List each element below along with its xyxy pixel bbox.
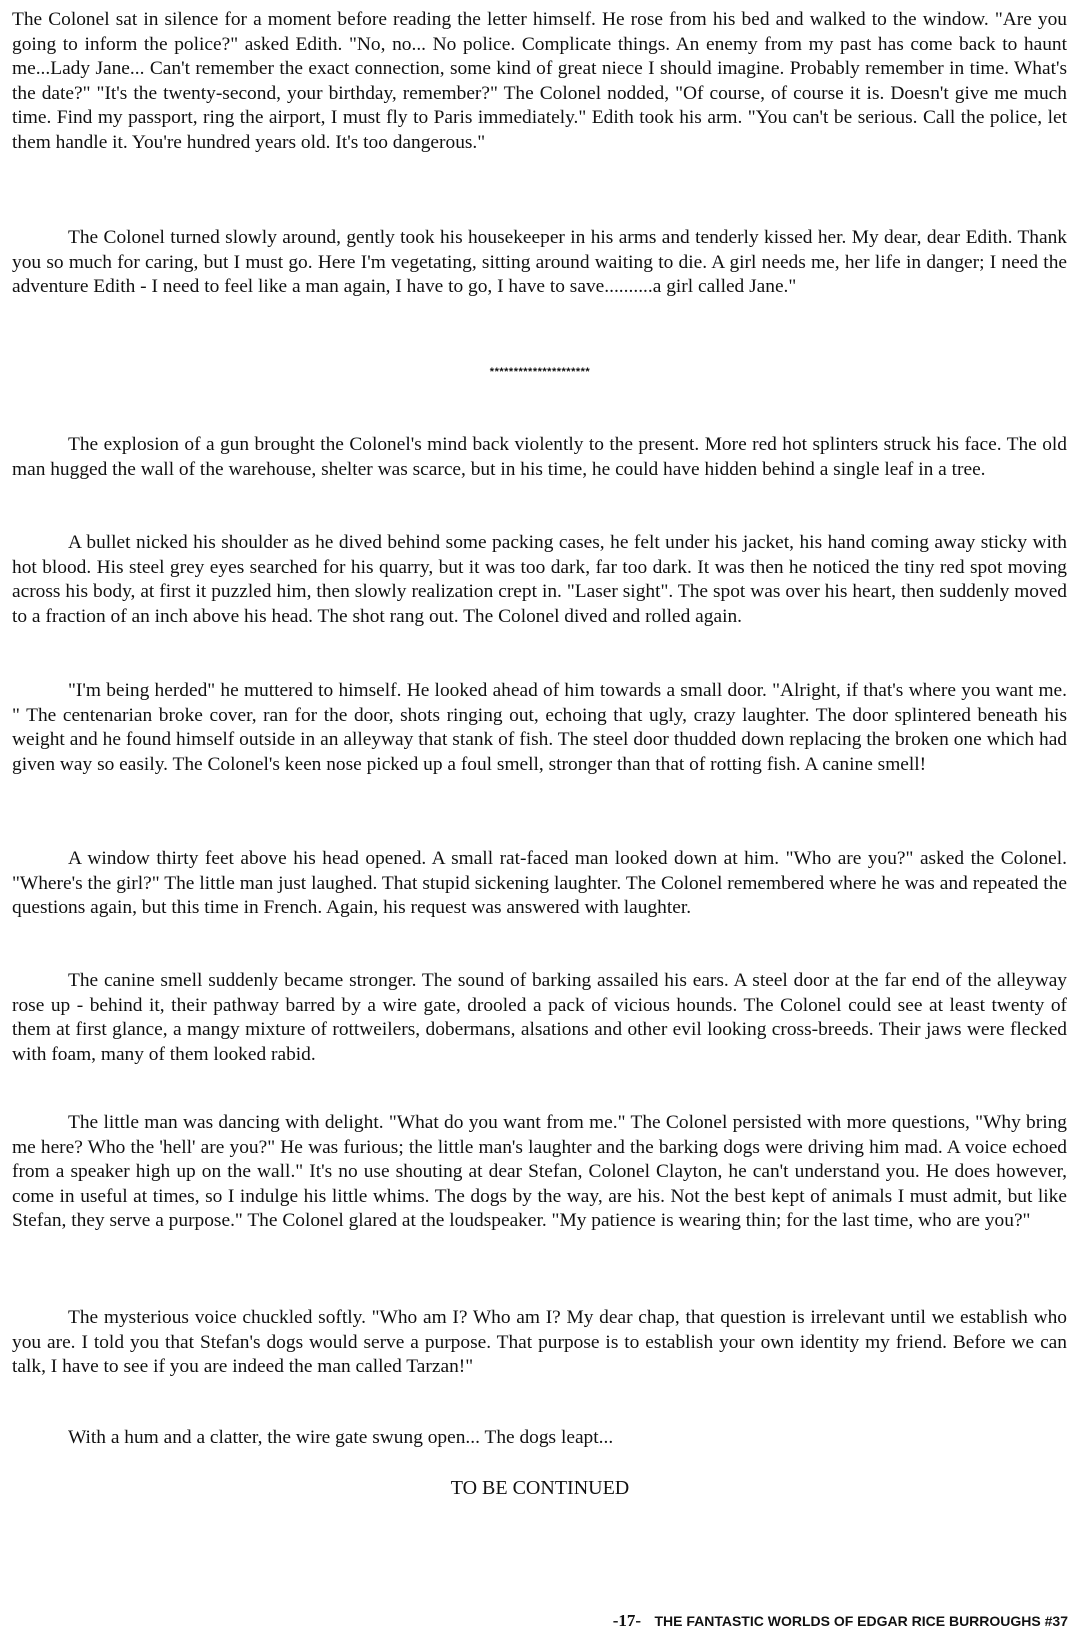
paragraph-farewell-edith: The Colonel turned slowly around, gently took his housekeeper in his arms and tenderly kissed her. My dear, dear Edith. Thank you so much for caring, but I must go. Here I'm vegetating, sitting around waiting to die. A girl needs me, her life in danger; I need the adventure Edith - I need to feel like a man again, I have to go, I have to save..........a girl called Jane." bbox=[12, 227, 1067, 298]
paragraph-mysterious-voice: The little man was dancing with delight. "What do you want from me." The Colonel persisted with more questions, "Why bring me here? Who the 'hell' are you?" He was furious; the little man's laughter and the barking dogs were driving him mad. A voice echoed from a speaker high up on the wall." It's no use shouting at dear Stefan, Colonel Clayton, he can't understand you. He does however, come in useful at times, so I indulge his little whims. The dogs by the way, are his. Not the best kept of animals I must admit, but like Stefan, they serve a purpose." The Colonel glared at the loudspeaker. "My patience is wearing thin; for the last time, who are you?" bbox=[12, 1112, 1067, 1232]
paragraph-gun-explosion: The explosion of a gun brought the Colonel's mind back violently to the present. More red hot splinters struck his face. The old man hugged the wall of the warehouse, shelter was scarce, but in his time, he could have hidden behind a single leaf in a tree. bbox=[12, 434, 1067, 480]
section-divider: ********************* bbox=[489, 366, 591, 378]
paragraph-who-am-i: The mysterious voice chuckled softly. "Who am I? Who am I? My dear chap, that question is irrelevant until we establish who you are. I told you that Stefan's dogs would serve a purpose. That purpose is to establish your own identity my friend. Before we can talk, I have to see if you are indeed the man called Tarzan!" bbox=[12, 1307, 1067, 1378]
to-be-continued: TO BE CONTINUED bbox=[450, 1477, 630, 1499]
paragraph-laser-sight: A bullet nicked his shoulder as he dived behind some packing cases, he felt under his jacket, his hand coming away sticky with hot blood. His steel grey eyes searched for his quarry, but it was too dark, far too dark. It was then he noticed the tiny red spot moving across his body, at first it puzzled him, then slowly realization crept in. "Laser sight". The spot was over his heart, then suddenly moved to a fraction of an inch above his head. The shot rang out. The Colonel dived and rolled again. bbox=[12, 532, 1067, 627]
page-number: -17- bbox=[612, 1611, 642, 1630]
magazine-title: THE FANTASTIC WORLDS OF EDGAR RICE BURROUGHS #37 bbox=[654, 1613, 1068, 1629]
paragraph-canine-smell: The canine smell suddenly became stronger. The sound of barking assailed his ears. A steel door at the far end of the alleyway rose up - behind it, their pathway barred by a wire gate, drooled a pack of vicious hounds. The Colonel could see at least twenty of them at first glance, a mangy mixture of rottweilers, dobermans, alsations and other evil looking cross-breeds. Their jaws were flecked with foam, many of them looked rabid. bbox=[12, 970, 1067, 1065]
paragraph-being-herded: "I'm being herded" he muttered to himself. He looked ahead of him towards a small door. "Alright, if that's where you want me. " The centenarian broke cover, ran for the door, shots ringing out, echoing that ugly, crazy laughter. The door splintered beneath his weight and he found himself outside in an alleyway that stank of fish. The steel door thudded down replacing the broken one which had given way so easily. The Colonel's keen nose picked up a foul smell, stronger than that of rotting fish. A canine smell! bbox=[12, 680, 1067, 775]
paragraph-letter-reading: The Colonel sat in silence for a moment before reading the letter himself. He rose from his bed and walked to the window. "Are you going to inform the police?" asked Edith. "No, no... No police. Complicate things. An enemy from my past has come back to haunt me...Lady Jane... Can't remember the exact connection, some kind of great niece I should imagine. Probably remember in time. What's the date?" "It's the twenty-second, your birthday, remember?" The Colonel nodded, "Of course, of course it is. Doesn't give me much time. Find my passport, ring the airport, I must fly to Paris immediately." Edith took his arm. "You can't be serious. Call the police, let them handle it. You're hundred years old. It's too dangerous." bbox=[12, 9, 1067, 153]
paragraph-rat-faced-man: A window thirty feet above his head opened. A small rat-faced man looked down at him. "Who are you?" asked the Colonel. "Where's the girl?" The little man just laughed. That stupid sickening laughter. The Colonel remembered where he was and repeated the questions again, but this time in French. Again, his request was answered with laughter. bbox=[12, 848, 1067, 919]
page-footer bbox=[613, 1608, 1068, 1634]
paragraph-dogs-leapt: With a hum and a clatter, the wire gate swung open... The dogs leapt... bbox=[68, 1427, 614, 1448]
